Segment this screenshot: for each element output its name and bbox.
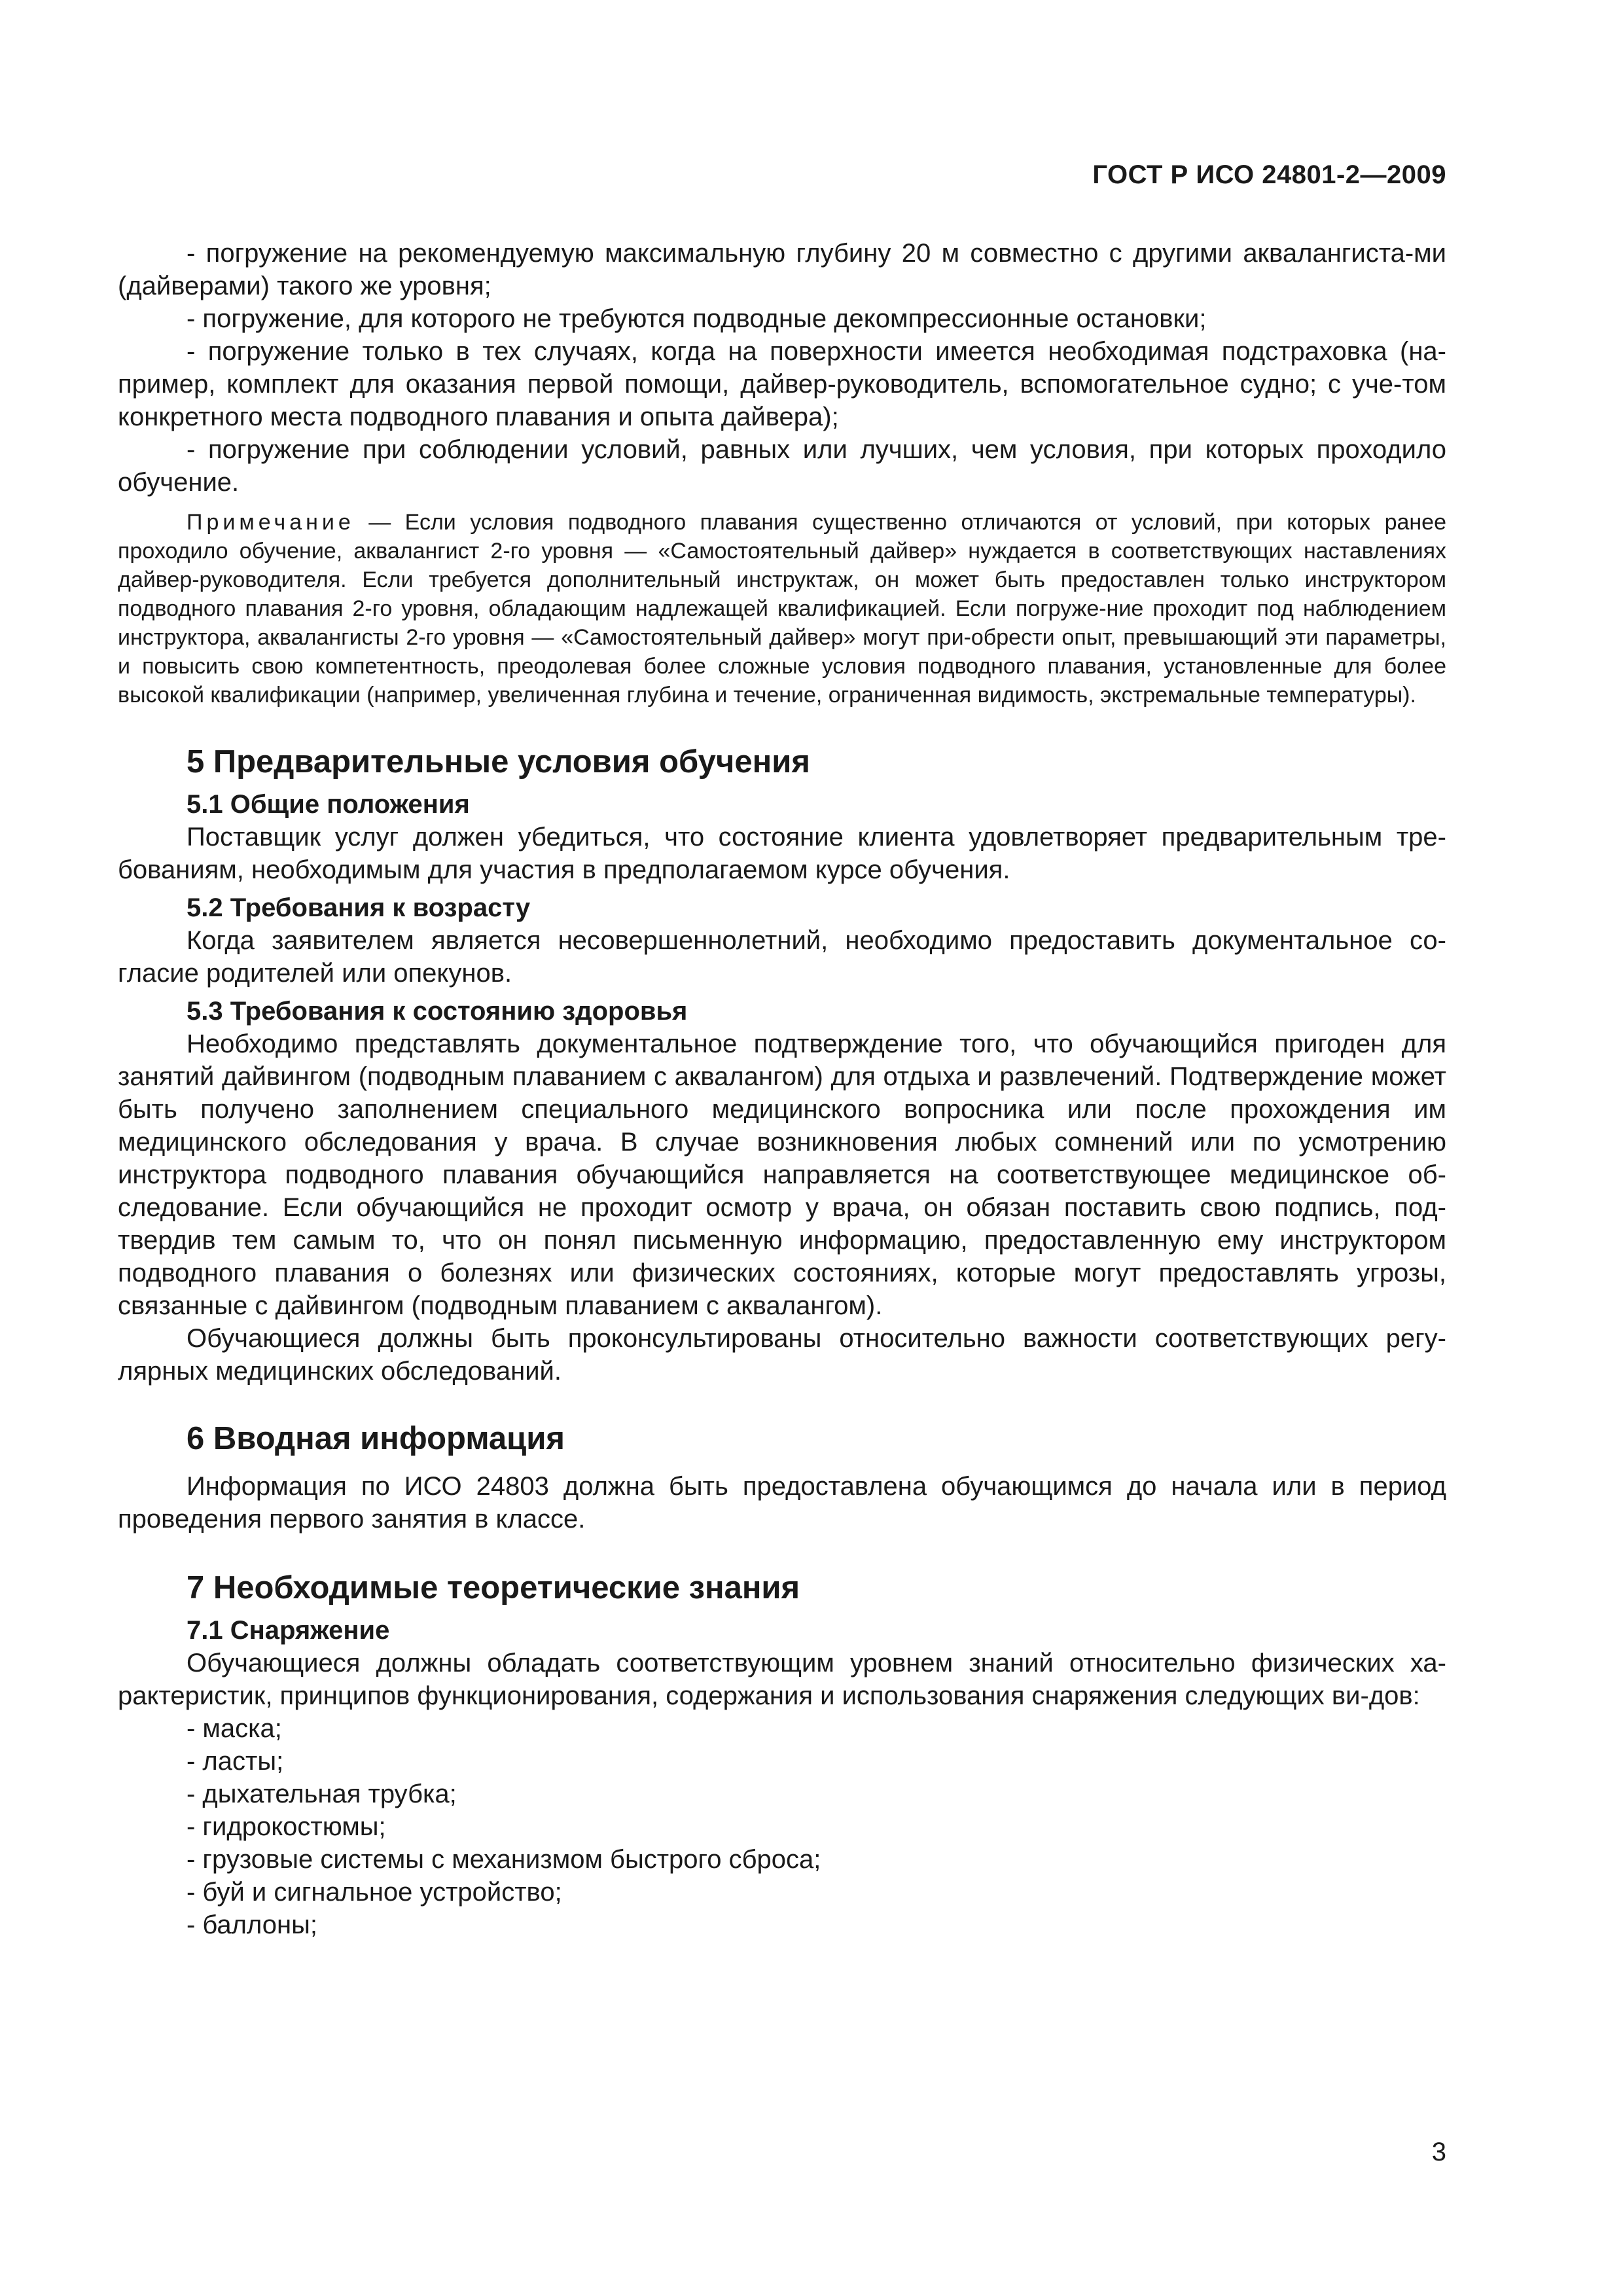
list-item: - гидрокостюмы; <box>187 1812 386 1841</box>
intro-item-4: - погружение при соблюдении условий, равных или лучших, чем условия, при которых проходило обучение. <box>118 435 1446 497</box>
document-body <box>118 237 1446 1941</box>
section-6-text: Информация по ИСО 24803 должна быть предоставлена обучающимся до начала или в период проведения первого занятия в классе. <box>118 1472 1446 1534</box>
section-5-2-text: Когда заявителем является несовершеннолетний, необходимо предоставить документальное со-гласие родителей или опекунов. <box>118 926 1446 988</box>
section-5-1-heading: 5.1 Общие положения <box>187 790 470 819</box>
list-item: - буй и сигнальное устройство; <box>187 1878 562 1907</box>
section-5-heading: 5 Предварительные условия обучения <box>187 744 810 780</box>
list-item: - грузовые системы с механизмом быстрого сброса; <box>187 1845 821 1874</box>
list-item: - дыхательная трубка; <box>187 1780 457 1808</box>
intro-item-3: - погружение только в тех случаях, когда на поверхности имеется необходимая подстраховка (на-пример, комплект для оказания первой помощи, дайвер-руководитель, вспомогательное судно; с уче-том конкретного места подводного плавания и опыта дайвера); <box>118 337 1446 431</box>
section-5-2-heading: 5.2 Требования к возрасту <box>187 893 531 922</box>
equipment-list <box>118 1712 1446 1941</box>
section-5-3-heading: 5.3 Требования к состоянию здоровья <box>187 997 688 1026</box>
section-5-1-text: Поставщик услуг должен убедиться, что состояние клиента удовлетворяет предварительным тре-бованиям, необходимым для участия в предполагаемом курсе обучения. <box>118 823 1446 884</box>
list-item: - ласты; <box>187 1747 284 1776</box>
list-item: - баллоны; <box>187 1910 317 1939</box>
section-7-1-heading: 7.1 Снаряжение <box>187 1616 390 1645</box>
section-7-1-text: Обучающиеся должны обладать соответствующим уровнем знаний относительно физических ха-рактеристик, принципов функционирования, содержания и использования снаряжения следующих ви-дов: <box>118 1649 1446 1710</box>
list-item: - маска; <box>187 1714 282 1743</box>
note-label: Примечание <box>187 510 355 535</box>
section-5-3-text-1: Необходимо представлять документальное подтверждение того, что обучающийся пригоден для занятий дайвингом (подводным плаванием с аквалангом) для отдыха и развлечений. Подтверждение может быть получено заполнением специального медицинского вопросника или после прохождения им медицинского обследования у врача. В случае возникновения любых сомнений или по усмотрению инструктора подводного плавания обучающийся направляется на соответствующее медицинское об-следование. Если обучающийся не проходит осмотр у врача, он обязан поставить свою подпись, под-твердив тем самым то, что он понял письменную информацию, предоставленную ему инструктором подводного плавания о болезнях или физических состояниях, которые могут предоставлять угрозы, связанные с дайвингом (подводным плаванием с аквалангом). <box>118 1030 1446 1320</box>
section-7-heading: 7 Необходимые теоретические знания <box>187 1570 800 1605</box>
section-5-3-text-2: Обучающиеся должны быть проконсультированы относительно важности соответствующих регу-лярных медицинских обследований. <box>118 1324 1446 1386</box>
intro-item-1: - погружение на рекомендуемую максимальную глубину 20 м совместно с другими аквалангиста-ми (дайверами) такого же уровня; <box>118 239 1446 300</box>
document-header: ГОСТ Р ИСО 24801-2—2009 <box>1092 160 1446 189</box>
note-paragraph <box>118 508 1446 709</box>
page-number: 3 <box>1431 2138 1446 2166</box>
intro-item-2: - погружение, для которого не требуются подводные декомпрессионные остановки; <box>187 304 1207 333</box>
note-text: — Если условия подводного плавания существенно отличаются от условий, при которых ранее проходило обучение, аквалангист 2-го уровня — «Самостоятельный дайвер» нуждается в соответствующих наставлениях дайвер-руководителя. Если требуется дополнительный инструктаж, он может быть предоставлен только инструктором подводного плавания 2-го уровня, обладающим надлежащей квалификацией. Если погруже-ние проходит под наблюдением инструктора, аквалангисты 2-го уровня — «Самостоятельный дайвер» могут при-обрести опыт, превышающий эти параметры, и повысить свою компетентность, преодолевая более сложные условия подводного плавания, установленные для более высокой квалификации (например, увеличенная глубина и течение, ограниченная видимость, экстремальные температуры). <box>118 510 1446 708</box>
section-6-heading: 6 Вводная информация <box>187 1421 565 1456</box>
